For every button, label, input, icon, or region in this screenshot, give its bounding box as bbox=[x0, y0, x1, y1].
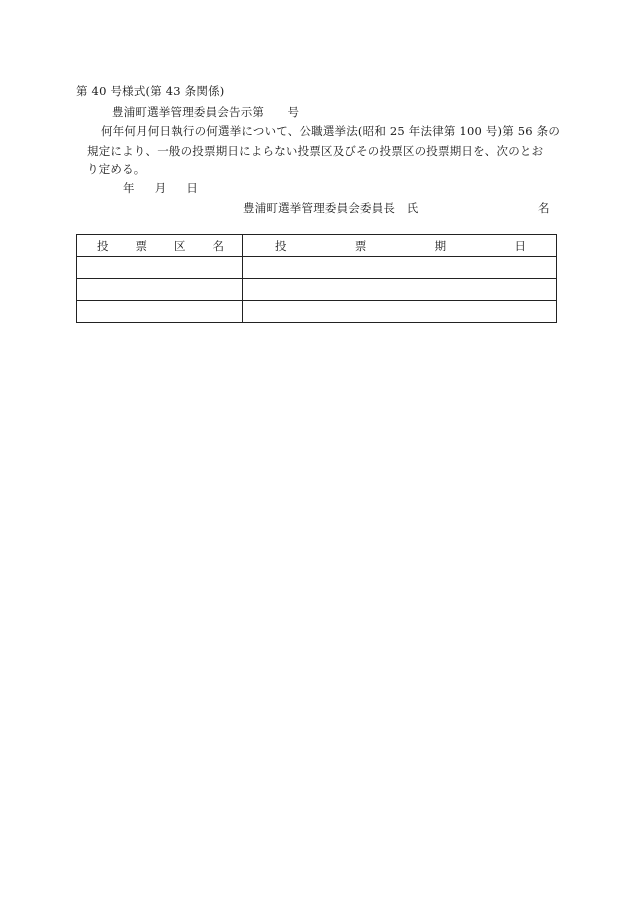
chair-title: 豊浦町選挙管理委員会委員長 氏 bbox=[243, 201, 419, 215]
header-char: 日 bbox=[514, 238, 526, 253]
date-year-label: 年 bbox=[123, 181, 135, 195]
form-number: 第 40 号様式(第 43 条関係) bbox=[76, 84, 225, 98]
table-header-row bbox=[77, 235, 557, 257]
polling-district-table bbox=[76, 234, 557, 323]
notice-body-line-2: 規定により、一般の投票期日によらない投票区及びその投票区の投票期日を、次のとお bbox=[87, 144, 544, 158]
date-day-label: 日 bbox=[186, 181, 199, 195]
header-char: 投 bbox=[97, 238, 109, 253]
date-month-label: 月 bbox=[154, 181, 167, 195]
header-char: 期 bbox=[434, 238, 447, 253]
table-row bbox=[77, 301, 557, 323]
cell-district-name bbox=[77, 279, 243, 301]
cell-voting-date bbox=[243, 279, 557, 301]
table-row bbox=[77, 257, 557, 279]
header-voting-date bbox=[243, 235, 557, 257]
header-char: 票 bbox=[135, 238, 147, 253]
cell-district-name bbox=[77, 301, 243, 323]
header-char: 名 bbox=[212, 238, 224, 253]
header-polling-district-name bbox=[77, 235, 243, 257]
header-char: 区 bbox=[174, 238, 186, 253]
chair-name-suffix: 名 bbox=[538, 201, 550, 215]
header-char: 票 bbox=[354, 238, 367, 253]
notice-date bbox=[123, 181, 198, 195]
notice-title: 豊浦町選挙管理委員会告示第 号 bbox=[112, 105, 300, 119]
header-char: 投 bbox=[275, 238, 287, 253]
cell-voting-date bbox=[243, 257, 557, 279]
notice-body-line-1: 何年何月何日執行の何選挙について、公職選挙法(昭和 25 年法律第 100 号)第 56 条の bbox=[101, 124, 561, 138]
notice-body-line-3: り定める。 bbox=[87, 162, 146, 176]
table-row bbox=[77, 279, 557, 301]
cell-voting-date bbox=[243, 301, 557, 323]
cell-district-name bbox=[77, 257, 243, 279]
